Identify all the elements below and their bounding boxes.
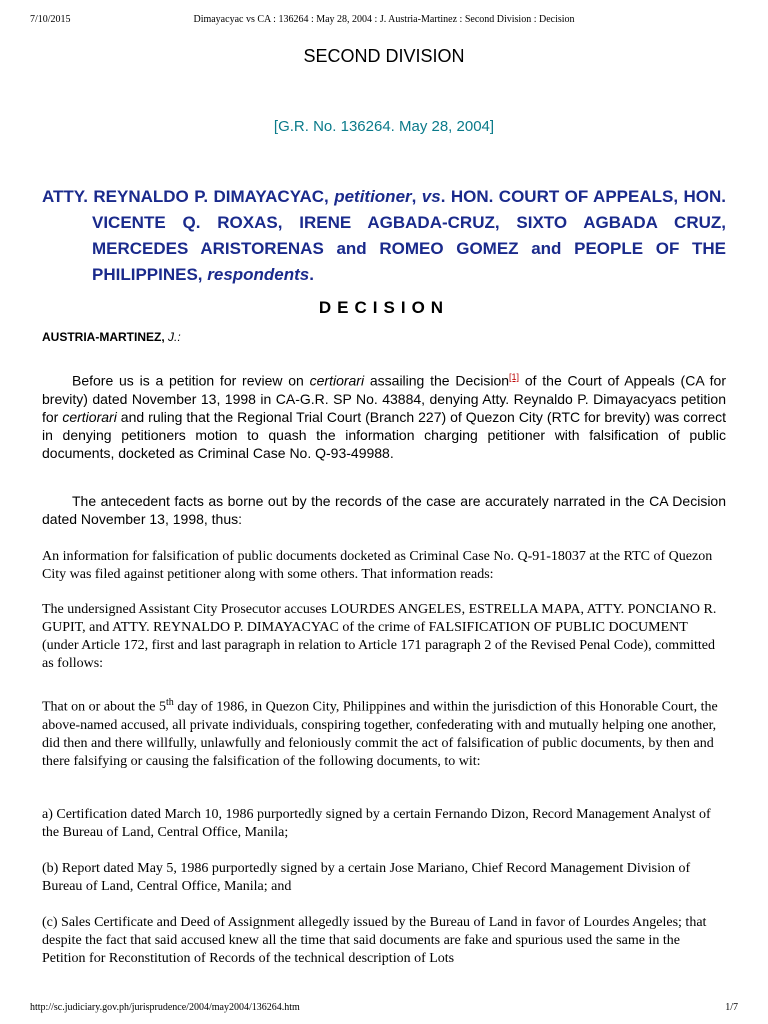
print-title: Dimayacyac vs CA : 136264 : May 28, 2004 : J. Austria-Martinez : Second Division : Decision <box>193 14 575 25</box>
print-footer <box>30 1002 738 1016</box>
page-number: 1/7 <box>725 1002 738 1013</box>
gr-number: [G.R. No. 136264. May 28, 2004] <box>273 118 495 135</box>
parties-petitioner: petitioner <box>334 187 412 206</box>
paragraph-2: The antecedent facts as borne out by the records of the case are accurately narrated in the CA Decision dated November 13, 1998, thus: <box>42 493 726 527</box>
case-parties <box>42 184 726 288</box>
print-header <box>30 14 738 28</box>
footnote-link-1[interactable]: [1] <box>509 372 520 382</box>
p1-text-c: of the Court of Appeals (CA for brevity) dated November 13, 1998 in CA-G.R. SP No. 43884, denying Atty. Reynaldo P. Dimayacyacs petition for <box>42 372 727 425</box>
parties-respondents: respondents <box>207 265 310 284</box>
parties-part1: ATTY. REYNALDO P. DIMAYACYAC, <box>42 187 335 206</box>
q3-ordinal: th <box>166 697 174 708</box>
p1-certiorari: certiorari <box>309 372 365 389</box>
q3-text-b: day of 1986, in Quezon City, Philippines and within the jurisdiction of this Honorable Court, the above-named accused, all private individuals, conspiring together, confederating with and mutually helping one another, did then and there willfully, unlawfully and feloniously commit the act of falsification of public documents, by then and there falsifying or causing the falsification of the following documents, to wit: <box>42 699 718 769</box>
decision-title: DECISION <box>318 298 450 317</box>
ponente-name: AUSTRIA-MARTINEZ, <box>42 330 168 344</box>
parties-end: . <box>309 265 315 284</box>
parties-comma: , <box>411 187 422 206</box>
quote-paragraph-2: The undersigned Assistant City Prosecutor accuses LOURDES ANGELES, ESTRELLA MAPA, ATTY. PONCIANO R. GUPIT, and ATTY. REYNALDO P. DIMAYACYAC of the crime of FALSIFICATION OF PUBLIC DOCUMENT (under Article 172, first and last paragraph in relation to Article 171 paragraph 2 of the Revised Penal Code), committed as follows: <box>42 602 717 671</box>
p1-text-d: and ruling that the Regional Trial Court (Branch 227) of Quezon City (RTC for brevity) was correct in denying petitioners motion to quash the information charging petitioner with falsification of public documents, docketed as Criminal Case No. Q-93-49988. <box>42 408 726 461</box>
p1-certiorari-2: certiorari <box>62 408 117 425</box>
quote-paragraph-3 <box>42 694 726 771</box>
q3-text-a: That on or about the 5 <box>42 699 167 715</box>
quote-item-c: (c) Sales Certificate and Deed of Assignment allegedly issued by the Bureau of Land in favor of Lourdes Angeles; that despite the fact that said accused knew all the time that said documents are fake and spurious used the same in the Petition for Reconstitution of Records of the technical description of Lots <box>42 915 707 966</box>
parties-part2: . HON. COURT OF APPEALS, HON. VICENTE Q. ROXAS, IRENE AGBADA-CRUZ, SIXTO AGBADA CRUZ, MERCEDES ARISTORENAS and ROMEO GOMEZ and PEOPLE OF THE PHILIPPINES, <box>92 187 726 284</box>
parties-vs: vs <box>421 187 441 206</box>
paragraph-1 <box>42 368 726 462</box>
p1-text-a: Before us is a petition for review on <box>72 372 310 389</box>
p1-text-b: assailing the Decision <box>364 372 510 389</box>
print-date: 7/10/2015 <box>30 14 71 25</box>
quote-item-a: a) Certification dated March 10, 1986 purportedly signed by a certain Fernando Dizon, Record Management Analyst of the Bureau of Land, Central Office, Manila; <box>42 807 711 840</box>
division-heading: SECOND DIVISION <box>303 46 465 66</box>
ponente <box>42 330 181 344</box>
ponente-suffix: J.: <box>168 330 181 344</box>
quote-paragraph-1: An information for falsification of public documents docketed as Criminal Case No. Q-91-18037 at the RTC of Quezon City was filed against petitioner along with some others. That information reads: <box>42 549 713 582</box>
print-url: http://sc.judiciary.gov.ph/jurisprudence/2004/may2004/136264.htm <box>30 1002 300 1013</box>
quote-item-b: (b) Report dated May 5, 1986 purportedly signed by a certain Jose Mariano, Chief Record Management Division of Bureau of Land, Central Office, Manila; and <box>42 861 691 894</box>
